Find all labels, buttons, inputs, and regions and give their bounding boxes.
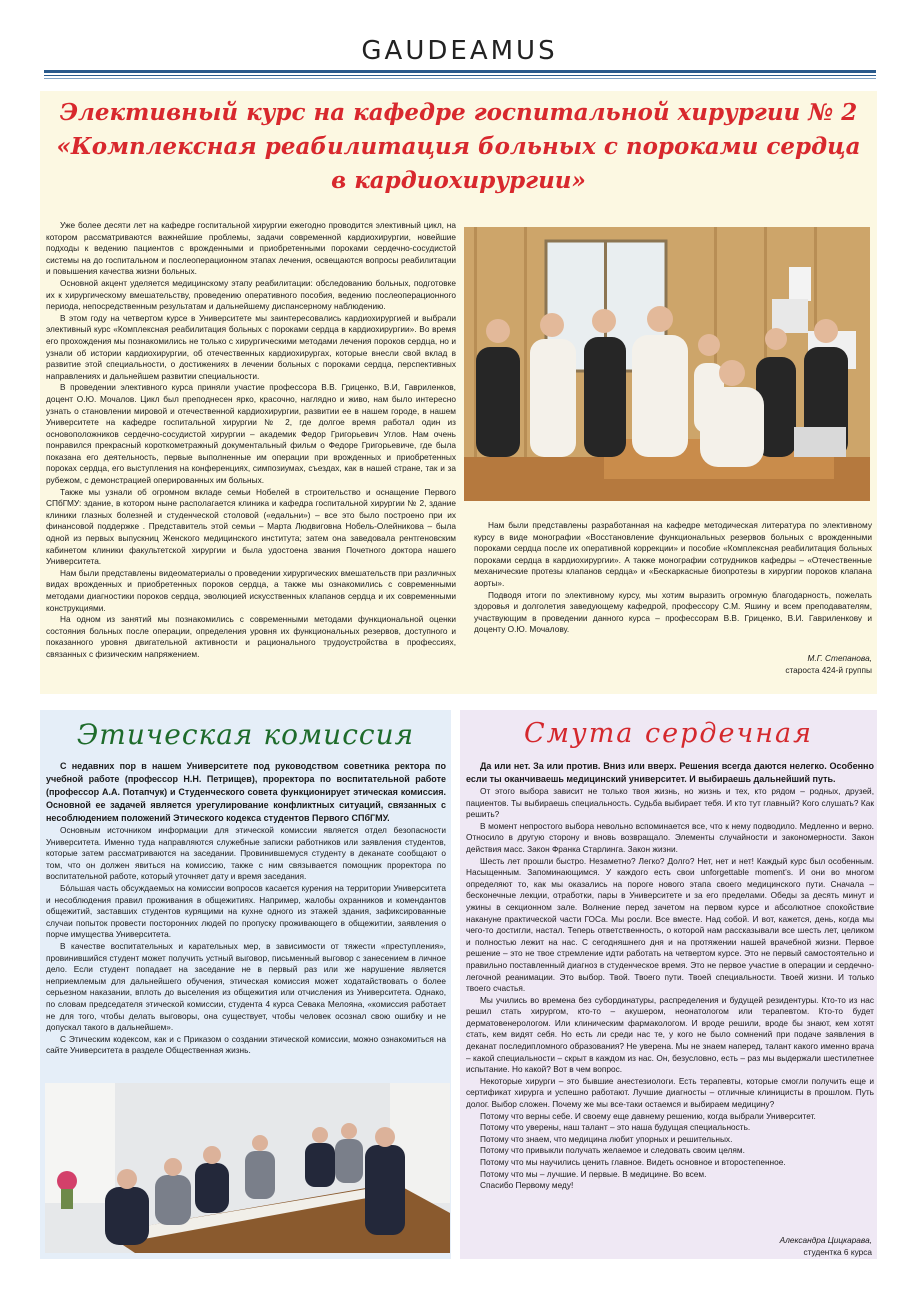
paragraph: В момент непростого выбора невольно вспоминается все, что к нему подводило. Медленно и верно. Относило в другую сторону и вновь возвращало. Элементы случайности и закономерности. Закон действия масс. Закон Франка Старлинга. Закон жизни. [466,820,874,854]
masthead-rule [44,78,876,79]
paragraph: На одном из занятий мы познакомились с современными методами функциональной оценки состояния больных после операции, определения уровня их функциональных резервов, доступного и показанного уровня двигательной активности и рационального трудоустройства в профессиях, связанных с физическим напряжением. [46,614,456,659]
title-line: Элективный курс на кафедре госпитальной хирургии № 2 [59,99,858,126]
paragraph: Основной акцент уделяется медицинскому этапу реабилитации: обследованию больных, подготовке их к хирургическому вмешательству, проведению оперативного пособия, ведению послеоперационного периода, непосредственным результатам и дальнейшему диспансерному наблюдению. [46,277,456,312]
paragraph: В проведении элективного курса приняли участие профессора В.В. Гриценко, В.И, Гавриленков, доцент О.Ю. Мочалов. Цикл был преподнесен ярко, красочно, наглядно и живо, нам было интересно узнать о становлении мировой и отечественной кардиохирургии, развитии ее в нашем городе, в нашем Университете на кафедре госпитальной хирургии № 2, где долгое время работал один из основоположников сердечно-сосудистой хирургии – академик Федор Григорьевич Углов. Нам очень понравился прекрасный короткометражный документальный фильм о Федоре Григорьевиче, где была показана его деятельность, первые выполненные им операции при врожденных и приобретенных пороках сердца, его выступления на конференциях, симпозиумах, съездах, как в нашей стране, так и за рубежом, с демонстрацией оперированных им больных. [46,382,456,486]
article-elective-title [40,96,877,198]
list-line: Потому что верны себе. И своему еще давнему решению, когда выбрали Университет. [480,1110,816,1121]
title-line: в кардиохирургии» [331,167,586,194]
masthead [0,0,919,88]
article-ethics-column [46,760,446,1057]
paragraph: Бо́льшая часть обсуждаемых на комиссии вопросов касается курения на территории Университета и несоблюдения правил проживания в общежитиях. Например, жалобы охранников и комендантов общежитий, заставших студентов курящими на кухне одного из этажей здания, зафиксированные случаи попыток провести посторонних людей по пропуску проживающего в общежитии, заявления о порче имущества Университета. [46,882,446,940]
paragraph: От этого выбора зависит не только твоя жизнь, но жизнь и тех, кто рядом – родных, друзей, пациентов. Ты выбираешь специальность. Судьба выбирает тебя. И кто тут главный? Кого слушать? Как решить? [466,786,874,820]
article-smuta-title: Смута сердечная [523,718,814,749]
lead-paragraph: Да или нет. За или против. Вниз или вверх. Решения всегда даются нелегко. Особенно если ты оканчиваешь медицинский университет. И выбираешь дальнейший путь. [466,761,874,784]
list-line: Потому что уверены, наш талант – это наша будущая специальность. [480,1122,751,1133]
group-photo [464,227,870,501]
article-smuta-column [466,760,874,1192]
group-photo-illustration [464,227,870,501]
paragraph: Подводя итоги по элективному курсу, мы хотим выразить огромную благодарность, пожелать здоровья и долголетия заведующему кафедрой, профессору С.М. Яшину и всем преподавателям, участвующим в проведении данного курса – профессорам В.В. Гриценко, В.И. Гавриленкову и доценту О.Ю. Мочалову. [474,589,872,635]
paragraph: Некоторые хирурги – это бывшие анестезиологи. Есть терапевты, которые смогли получить еще и сертификат хирурга и успешно работают. Лучшие диагносты – отличные клиницисты в прошлом. Путь долог. Выбор сложен. Почему же мы все-таки остаемся и выбираем медицину? [466,1075,874,1110]
author-role: студентка 6 курса [803,1247,872,1257]
paragraph: Основным источником информации для этической комиссии является отдел безопасности Университета. Именно туда направляются служебные записки работников или заявления студентов, которые затем рассматриваются на заседании. Провинившемуся студенту в деканате сообщают о том, что он должен явиться на комиссию, также с ним связывается помощник проректора по воспитательной работе, который уточняет дату и время заседания. [46,825,446,882]
article-elective-column-right [474,520,872,636]
paragraph: Уже более десяти лет на кафедре госпитальной хирургии ежегодно проводится элективный цикл, на котором рассматриваются важнейшие проблемы, задачи современной кардиохирургии, новейшие подходы к ведению пациентов с врожденными и приобретенными пороками сердечно-сосудистой системы на до госпитальном и послеоперационном этапах лечения, освещаются вопросы реабилитации и повышения качества жизни больных. [46,220,456,277]
list-line: Потому что мы – лучшие. И первые. В медицине. Во всем. [480,1168,707,1179]
list-line: Потому что привыкли получать желаемое и следовать своим целям. [480,1145,745,1156]
list-line: Потому что мы научились ценить главное. Видеть основное и второстепенное. [480,1157,786,1167]
masthead-rule [44,75,876,76]
paragraph: Нам были представлены видеоматериалы о проведении хирургических вмешательств при различных видах врожденных и приобретенных пороков сердца, а также мы ознакомились с современными методами диагностики пороков сердца, эволюцией искусственных клапанов сердца и их современными конструкциями. [46,567,456,613]
list-line: Спасибо Первому меду! [480,1180,574,1191]
paragraph: В этом году на четвертом курсе в Университете мы заинтересовались кардиохирургией и выбрали элективный курс «Комплексная реабилитация больных с пороками сердца в кардиохирургии». Во время его прохождения мы познакомились не только с хирургическими методами лечения пороков сердца, но и узнали об истории кардиохирургии, об отечественных кардиохирургах, которые внесли свой вклад в развитие этой специальности, о достижениях в лечении больных с пороками сердца, перспективных направлениях и дальнейшем развитии специальности. [46,312,456,381]
paragraph: Шесть лет прошли быстро. Незаметно? Легко? Долго? Нет, нет и нет! Каждый курс был особенным. Насыщенным. Запоминающимся. У каждого есть свои unforgettable moment’s. И они во многом определяют то, как мы оказались на пороге нового этапа своего медицинского пути. Сначала – бесконечные лекции, отработки, пары в Университете и за его пределами. Обеды за десять минут и ужины в секционном зале. Волнение перед зачетом на первом курсе и абсолютное спокойствие накануне практической части ГОСа. Мы росли. Все вместе. Над собой. И вот, кажется, день, когда мы чего-то достигли, настал. Теперь ответственность, о которой нам рассказывали все шесть лет, целиком и полностью лежит на нас. С сегодняшнего дня и на протяжении нашей врачебной жизни. Первое решение – это не твое стремление идти работать на четвертом курсе. Это не первый самостоятельно и правильно поставленный диагноз в студенческое время. Это не первое участие в операции и сердечно-легочной реанимации. Это выбор. Твой. Твоего пути. Твоей специальности. Твоей жизни. И только твоего счастья. [466,855,874,994]
article-smuta-signature [600,1234,872,1258]
newspaper-title: GAUDEAMUS [361,36,558,66]
article-ethics-title: Этическая комиссия [76,718,415,751]
article-elective-signature [600,652,872,676]
committee-photo [45,1083,450,1253]
paragraph: Мы учились во времена без субординатуры, распределения и будущей резидентуры. Кто-то из нас решил стать хирургом, кто-то – акушером, неонатологом или терапевтом. Кто-то будет дерматовенерологом. Или клиническим фармакологом. И вроде решили, вроде бы знают, кем хотят стать, кем видят себя. Но есть ли среди нас те, у кого не было сомнений при подаче заявления в деканат последипломного образования? Не уверена. Мы не знаем наперед, талант какого именно врача – какой специальности – скрыт в каждом из нас. Он, безусловно, есть – раз мы выдержали шестилетнее испытание. Но какой? Вот в чем вопрос. [466,994,874,1075]
article-elective-column-left [46,220,456,661]
author-role: староста 424-й группы [785,665,872,675]
paragraph: В качестве воспитательных и карательных мер, в зависимости от тяжести «преступления», провинившийся студент может получить устный выговор, письменный выговор с занесением в личное дело. Если студент попадает на заседание не в первый раз или же нарушение является неприемлемым для дальнейшего обучения, этическая комиссия может ходатайствовать о более серьезном наказании, вплоть до выселения из общежития или отчисления из Университета. Однако, по словам председателя этической комиссии, студента 4 курса Севака Мелояна, «комиссия работает не для того, чтобы делать выговоры, она существует, чтобы человек осознал свою ошибку и не допускал такого в дальнейшем». [46,940,446,1033]
title-line: «Комплексная реабилитация больных с пороками сердца [56,133,861,160]
paragraph: С Этическим кодексом, как и с Приказом о создании этической комиссии, можно ознакомиться на сайте Университета в разделе Общественная жизнь. [46,1033,446,1056]
committee-photo-illustration [45,1083,450,1253]
lead-paragraph: С недавних пор в нашем Университете под руководством советника ректора по учебной работе (профессор Н.Н. Петрищев), проректора по воспитательной работе (профессор А.А. Потапчук) и Студенческого совета функционирует этическая комиссия. Основной ее задачей является урегулирование конфликтных ситуаций, связанных с несоблюдением положений Этического кодекса студентов Первого СПбГМУ. [46,761,446,823]
masthead-rule [44,70,876,73]
paragraph: Также мы узнали об огромном вкладе семьи Нобелей в строительство и оснащение Первого СПбГМУ: здание, в котором ныне располагается клиника и кафедра госпитальной хирургии № 2, здание клиники глазных болезней и студенческой столовой («едальни») – все это было построено при их финансовой поддержке . Представитель этой семьи – Марта Людвиговна Нобель-Олейникова – была одной из первых выпускниц Женского медицинского института; затем она заведовала рентгеновским кабинетом клиники факультетской хирургии и была удостоена звания Почетного доктора нашего Университета. [46,486,456,567]
paragraph: Нам были представлены разработанная на кафедре методическая литература по элективному курсу в виде монографии «Восстановление функциональных резервов больных с врожденными пороками сердца после их оперативной коррекции» и пособие «Комплексная реабилитация больных пороками сердца в кардиохирургии». А также монографии сотрудников кафедры – «Отечественные механические протезы клапанов сердца» и «Бескаркасные биопротезы в хирургии пороков клапана аорты». [474,520,872,588]
list-line: Потому что знаем, что медицина любит упорных и решительных. [480,1133,733,1144]
author-name: М.Г. Степанова, [807,653,872,663]
author-name: Александра Цицкарава, [779,1235,872,1245]
